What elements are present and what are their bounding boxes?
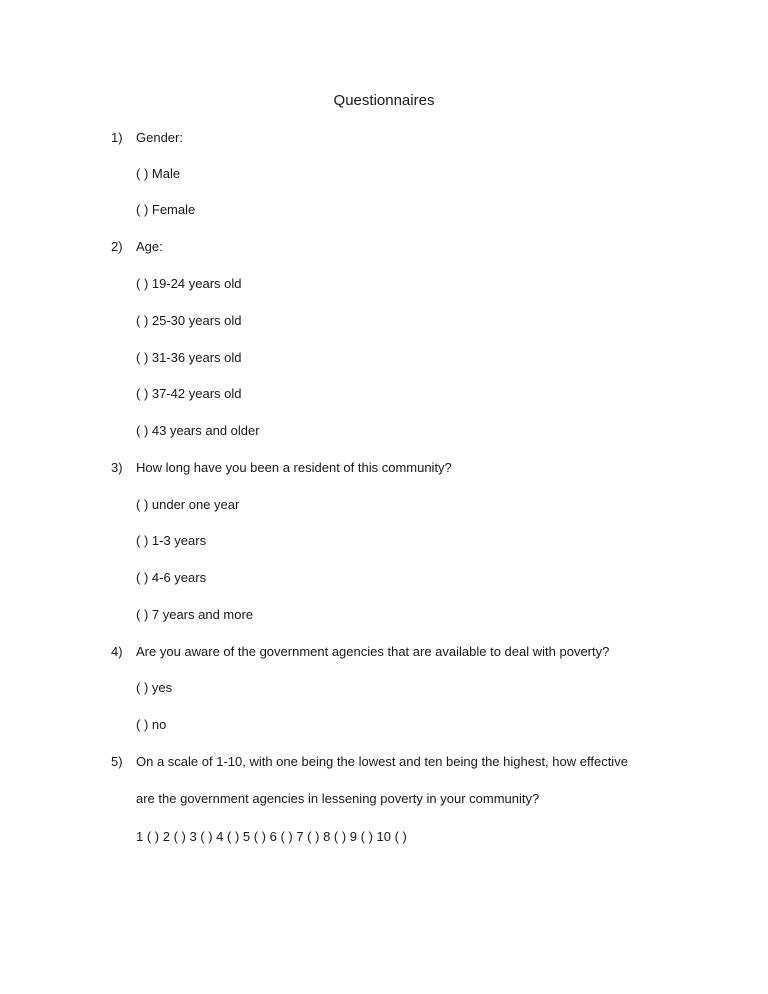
question-1-text: Gender: — [136, 130, 183, 145]
question-2-number: 2) — [111, 239, 123, 254]
question-2-option-5[interactable]: ( ) 43 years and older — [136, 423, 260, 438]
question-2-text: Age: — [136, 239, 163, 254]
question-2-option-4[interactable]: ( ) 37-42 years old — [136, 386, 242, 401]
question-3-option-2[interactable]: ( ) 1-3 years — [136, 533, 207, 548]
question-4-option-no[interactable]: ( ) no — [136, 717, 167, 732]
question-3-number: 3) — [111, 460, 123, 475]
question-2-option-1[interactable]: ( ) 19-24 years old — [136, 276, 242, 291]
question-1-option-male[interactable]: ( ) Male — [136, 166, 181, 181]
question-5-rating-scale[interactable]: 1 ( ) 2 ( ) 3 ( ) 4 ( ) 5 ( ) 6 ( ) 7 ( ) 8 ( ) 9 ( ) 10 ( ) — [136, 829, 407, 844]
question-3-option-3[interactable]: ( ) 4-6 years — [136, 570, 207, 585]
question-3-text: How long have you been a resident of this community? — [136, 460, 452, 475]
question-1-number: 1) — [111, 130, 123, 145]
question-4-number: 4) — [111, 644, 123, 659]
question-5-text: On a scale of 1-10, with one being the lowest and ten being the highest, how effective — [136, 754, 628, 769]
question-2-option-3[interactable]: ( ) 31-36 years old — [136, 350, 242, 365]
question-3-option-4[interactable]: ( ) 7 years and more — [136, 607, 254, 622]
question-4-text: Are you aware of the government agencies that are available to deal with poverty? — [136, 644, 610, 659]
page-title: Questionnaires — [333, 92, 435, 109]
question-5-number: 5) — [111, 754, 123, 769]
question-2-option-2[interactable]: ( ) 25-30 years old — [136, 313, 242, 328]
question-1-option-female[interactable]: ( ) Female — [136, 202, 196, 217]
question-3-option-1[interactable]: ( ) under one year — [136, 497, 240, 512]
question-5-text-continued: are the government agencies in lessening poverty in your community? — [136, 791, 540, 806]
question-4-option-yes[interactable]: ( ) yes — [136, 680, 173, 695]
